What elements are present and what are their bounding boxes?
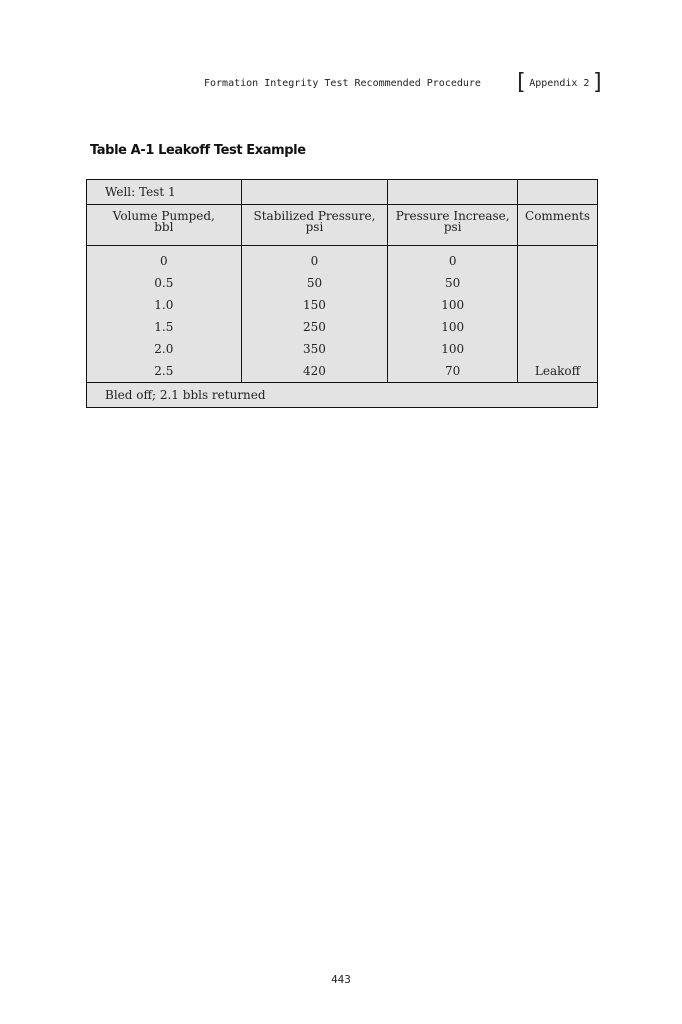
cell-stabilized-pressure: 250 (241, 316, 388, 338)
column-header-comments (518, 205, 598, 246)
cell-comments (518, 294, 598, 316)
cell-pressure-increase: 100 (388, 294, 518, 316)
cell-pressure-increase: 70 (388, 360, 518, 383)
running-head-title: Formation Integrity Test Recommended Procedure (204, 78, 481, 89)
cell-comments: Leakoff (518, 360, 598, 383)
column-header-line: Volume Pumped, (112, 209, 215, 223)
table-row (87, 338, 598, 360)
header-row (87, 205, 598, 246)
cell-stabilized-pressure: 0 (241, 246, 388, 273)
cell-stabilized-pressure: 150 (241, 294, 388, 316)
cell-pressure-increase: 0 (388, 246, 518, 273)
appendix-label: Appendix 2 (529, 77, 590, 89)
well-row-empty-cell (241, 180, 388, 205)
cell-volume: 2.5 (87, 360, 242, 383)
cell-stabilized-pressure: 350 (241, 338, 388, 360)
table-row (87, 246, 598, 273)
cell-stabilized-pressure: 50 (241, 272, 388, 294)
running-head-appendix (514, 70, 605, 95)
cell-volume: 1.0 (87, 294, 242, 316)
column-header-line: Pressure Increase, (395, 209, 510, 223)
cell-comments (518, 246, 598, 273)
cell-comments (518, 338, 598, 360)
table-row (87, 360, 598, 383)
well-row-empty-cell (518, 180, 598, 205)
cell-pressure-increase: 50 (388, 272, 518, 294)
cell-volume: 1.5 (87, 316, 242, 338)
table-caption: Table A-1 Leakoff Test Example (90, 143, 306, 158)
table-row (87, 316, 598, 338)
cell-comments (518, 316, 598, 338)
column-header-line: Stabilized Pressure, (253, 209, 376, 223)
column-header-volume (87, 205, 242, 246)
cell-pressure-increase: 100 (388, 316, 518, 338)
bracket-open-glyph: [ (514, 70, 528, 95)
page-number: 443 (331, 973, 351, 986)
leakoff-table (86, 179, 598, 408)
table-row (87, 272, 598, 294)
bracket-close-glyph: ] (591, 70, 605, 95)
cell-volume: 0.5 (87, 272, 242, 294)
well-row-empty-cell (388, 180, 518, 205)
cell-pressure-increase: 100 (388, 338, 518, 360)
table-footer-note: Bled off; 2.1 bbls returned (87, 383, 598, 408)
column-header-unit: psi (443, 220, 462, 234)
cell-comments (518, 272, 598, 294)
column-header-unit: psi (305, 220, 324, 234)
column-header-unit: bbl (154, 220, 174, 234)
cell-volume: 0 (87, 246, 242, 273)
column-header-pressure-increase (388, 205, 518, 246)
column-header-stabilized-pressure (241, 205, 388, 246)
column-header-line: Comments (525, 209, 590, 223)
well-row (87, 180, 598, 205)
running-head (200, 70, 605, 96)
footer-row (87, 383, 598, 408)
cell-stabilized-pressure: 420 (241, 360, 388, 383)
table-row (87, 294, 598, 316)
well-label: Well: Test 1 (87, 180, 242, 205)
cell-volume: 2.0 (87, 338, 242, 360)
